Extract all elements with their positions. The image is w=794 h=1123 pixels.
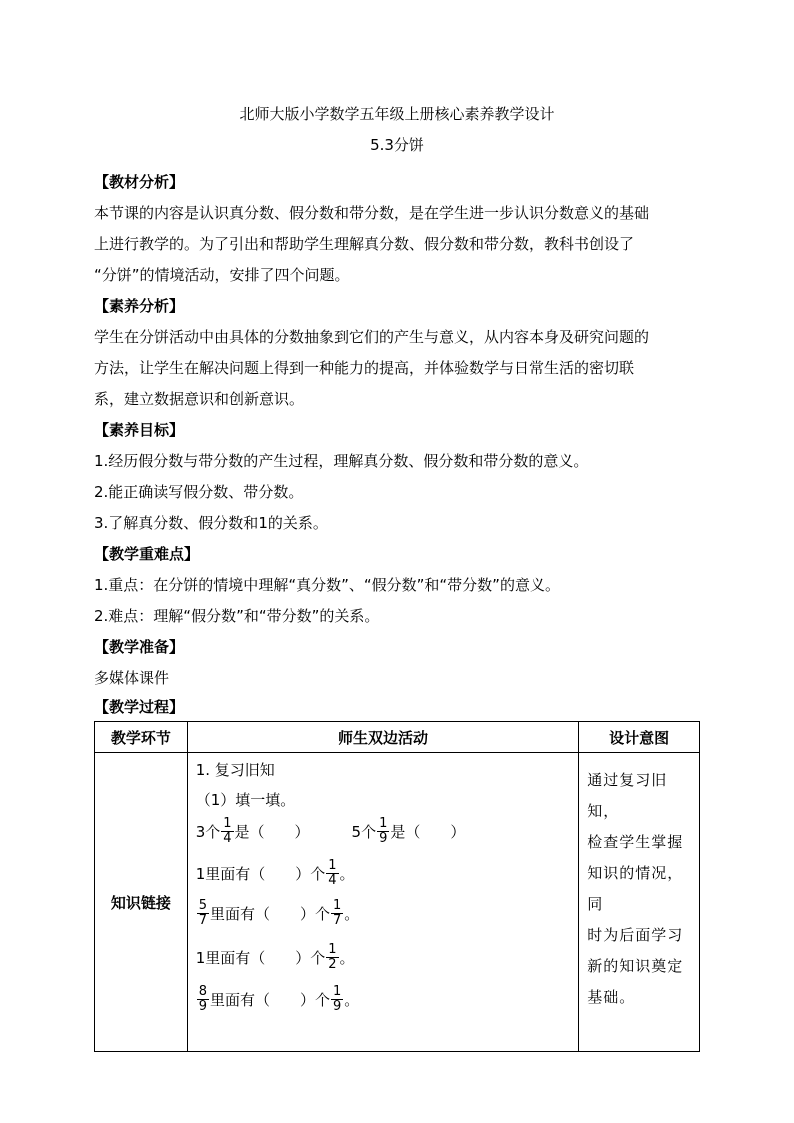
question-text: 3个 — [195, 823, 221, 841]
document-subtitle: 5.3分饼 — [370, 136, 424, 154]
fraction-denominator: 9 — [198, 999, 207, 1014]
stage-cell: 知识链接 — [95, 753, 188, 1052]
intent-line: 新的知识奠定 — [587, 957, 684, 975]
fraction-numerator: 1 — [328, 942, 337, 957]
fraction-numerator: 5 — [198, 898, 207, 913]
paragraph-line: 本节课的内容是认识真分数、假分数和带分数，是在学生进一步认识分数意义的基础 — [94, 204, 650, 222]
fraction-denominator: 7 — [198, 913, 207, 928]
heading-literacy-analysis: 【素养分析】 — [94, 297, 185, 315]
difficult-point-line: 2.难点：理解“假分数”和“带分数”的关系。 — [94, 607, 380, 625]
intent-line: 基础。 — [587, 988, 636, 1006]
heading-literacy-goals: 【素养目标】 — [94, 421, 185, 439]
heading-teaching-process: 【教学过程】 — [94, 698, 185, 716]
intent-line: 通过复习旧知， — [587, 771, 668, 820]
question-text: 是（ ） — [234, 823, 310, 841]
intent-line: 时为后面学习 — [587, 926, 684, 944]
question-text: 。 — [344, 991, 360, 1009]
activity-line: （1）填一填。 — [195, 791, 296, 809]
question-row — [196, 859, 355, 888]
fraction-denominator: 9 — [379, 831, 388, 846]
fraction — [377, 817, 389, 846]
fraction-denominator: 9 — [333, 999, 342, 1014]
paragraph-line: 学生在分饼活动中由具体的分数抽象到它们的产生与意义，从内容本身及研究问题的 — [94, 328, 650, 346]
goal-line: 2.能正确读写假分数、带分数。 — [94, 483, 304, 501]
question-text: 。 — [339, 949, 355, 967]
document-title: 北师大版小学数学五年级上册核心素养教学设计 — [239, 105, 555, 123]
fraction-numerator: 1 — [379, 816, 388, 831]
fraction — [326, 943, 338, 972]
question-row — [196, 985, 360, 1014]
fraction — [331, 985, 343, 1014]
fraction-numerator: 1 — [223, 816, 232, 831]
paragraph-line: 上进行教学的。为了引出和帮助学生理解真分数、假分数和带分数，教科书创设了 — [94, 235, 635, 253]
question-text: 里面有（ ）个 — [209, 905, 330, 923]
question-text: 。 — [344, 905, 360, 923]
header-activity: 师生双边活动 — [187, 722, 579, 753]
fraction — [331, 899, 343, 928]
question-text: 。 — [339, 865, 355, 883]
teaching-process-table — [94, 721, 700, 1052]
intent-line: 知识的情况，同 — [587, 864, 684, 913]
fraction-denominator: 7 — [333, 913, 342, 928]
preparation-line: 多媒体课件 — [94, 669, 170, 687]
intent-line: 检查学生掌握 — [587, 833, 684, 851]
fraction-denominator: 2 — [328, 957, 337, 972]
fraction — [197, 985, 209, 1014]
goal-line: 1.经历假分数与带分数的产生过程，理解真分数、假分数和带分数的意义。 — [94, 452, 589, 470]
question-text: 1里面有（ ）个 — [195, 949, 326, 967]
intent-cell — [579, 753, 700, 1052]
question-row — [196, 899, 360, 928]
fraction-numerator: 1 — [328, 858, 337, 873]
header-stage: 教学环节 — [95, 722, 188, 753]
question-text: 里面有（ ）个 — [209, 991, 330, 1009]
paragraph-line: “分饼”的情境活动，安排了四个问题。 — [94, 266, 350, 284]
header-intent: 设计意图 — [579, 722, 700, 753]
question-text: 是（ ） — [390, 823, 466, 841]
question-row — [196, 943, 355, 972]
question-text: 1里面有（ ）个 — [195, 865, 326, 883]
goal-line: 3.了解真分数、假分数和1的关系。 — [94, 514, 328, 532]
paragraph-line: 方法，让学生在解决问题上得到一种能力的提高，并体验数学与日常生活的密切联 — [94, 359, 635, 377]
activity-line: 1. 复习旧知 — [195, 761, 275, 779]
fraction-denominator: 4 — [328, 873, 337, 888]
fraction — [197, 899, 209, 928]
paragraph-line: 系，建立数据意识和创新意识。 — [94, 390, 305, 408]
table-row — [95, 753, 700, 1052]
fraction-numerator: 8 — [198, 984, 207, 999]
question-row — [196, 817, 466, 846]
heading-textbook-analysis: 【教材分析】 — [94, 173, 185, 191]
fraction-denominator: 4 — [223, 831, 232, 846]
heading-key-difficult-points: 【教学重难点】 — [94, 545, 200, 563]
fraction-numerator: 1 — [333, 984, 342, 999]
fraction-numerator: 1 — [333, 898, 342, 913]
question-text: 5个 — [351, 823, 377, 841]
fraction — [221, 817, 233, 846]
heading-teaching-preparation: 【教学准备】 — [94, 638, 185, 656]
table-header-row — [95, 722, 700, 753]
fraction — [326, 859, 338, 888]
key-point-line: 1.重点：在分饼的情境中理解“真分数”、“假分数”和“带分数”的意义。 — [94, 576, 560, 594]
activity-cell — [187, 753, 579, 1052]
